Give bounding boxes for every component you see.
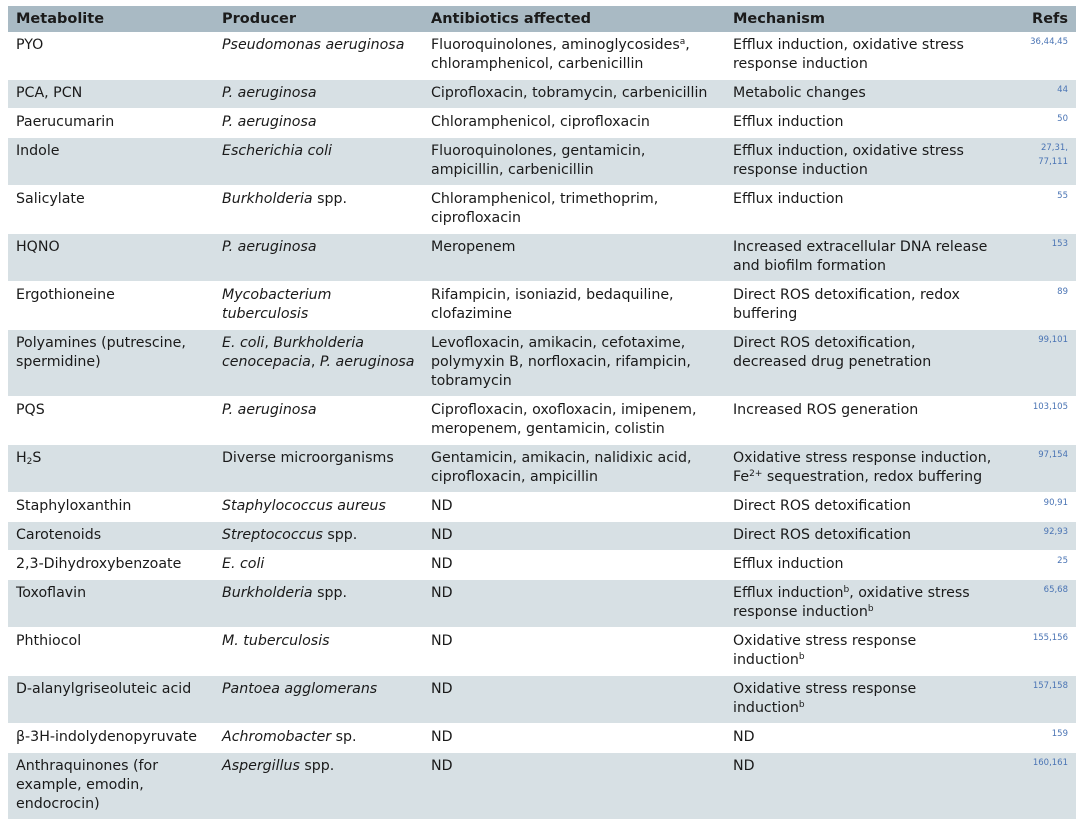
metabolite-cell: D-alanylgriseoluteic acid [8, 676, 214, 724]
table-header [8, 6, 1076, 32]
producer-cell [214, 551, 423, 580]
table-row [8, 330, 1076, 397]
producer-cell [214, 676, 423, 724]
text-part: Fluoroquinolones, aminoglycosides [431, 37, 680, 53]
producer-cell [214, 445, 423, 493]
table-row [8, 138, 1076, 186]
text-part: Meropenem [431, 239, 516, 255]
text-part: Diverse microorganisms [222, 450, 394, 466]
table-row [8, 628, 1076, 676]
refs-cell [1000, 330, 1076, 397]
table-row [8, 32, 1076, 80]
metabolite-cell: Carotenoids [8, 522, 214, 551]
producer-cell [214, 493, 423, 522]
text-part: Burkholderia cenocepacia [222, 335, 364, 370]
text-part: Efflux induction [733, 585, 844, 601]
text-part: Chloramphenicol, trimethoprim, ciprofloxacin [431, 191, 659, 226]
header-antibiotics: Antibiotics affected [423, 6, 725, 32]
metabolite-antibiotic-table [8, 6, 1076, 820]
text-part: S [32, 450, 42, 466]
mechanism-cell [725, 397, 1000, 445]
text-part: Efflux induction, oxidative stress response induction [733, 37, 964, 72]
producer-cell [214, 397, 423, 445]
antibiotics-cell [423, 330, 725, 397]
text-part: ND [431, 729, 453, 745]
producer-cell [214, 522, 423, 551]
text-part: spp. [322, 527, 358, 543]
text-part: Ciprofloxacin, oxofloxacin, imipenem, meropenem, gentamicin, colistin [431, 402, 697, 437]
text-part: Direct ROS detoxification, redox buffering [733, 287, 960, 322]
refs-cell [1000, 493, 1076, 522]
mechanism-cell [725, 522, 1000, 551]
refs-cell [1000, 109, 1076, 138]
metabolite-cell: Phthiocol [8, 628, 214, 676]
text-part: Direct ROS detoxification [733, 527, 912, 543]
text-part: ND [733, 758, 755, 774]
text-part: Efflux induction, oxidative stress response induction [733, 143, 964, 178]
producer-cell [214, 330, 423, 397]
text-part: Burkholderia [222, 585, 313, 601]
ref-link[interactable]: 89 [1057, 287, 1068, 297]
table-row [8, 282, 1076, 330]
subscript: 2 [26, 457, 33, 467]
text-part: sequestration, redox buffering [762, 469, 983, 485]
text-part: Efflux induction [733, 114, 844, 130]
metabolite-cell: β-3H-indolydenopyruvate [8, 724, 214, 753]
ref-link[interactable]: 92,93 [1043, 527, 1068, 537]
text-part: Pseudomonas aeruginosa [222, 37, 405, 53]
superscript: b [843, 585, 850, 595]
ref-link[interactable]: 155,156 [1032, 633, 1068, 643]
producer-cell [214, 80, 423, 109]
ref-link[interactable]: 97,154 [1038, 450, 1068, 460]
refs-cell [1000, 234, 1076, 282]
metabolite-cell: Ergothioneine [8, 282, 214, 330]
table-row [8, 493, 1076, 522]
text-part: Mycobacterium tuberculosis [222, 287, 332, 322]
producer-cell [214, 724, 423, 753]
text-part: E. coli [222, 556, 265, 572]
producer-cell [214, 32, 423, 80]
text-part: P. aeruginosa [222, 402, 317, 418]
text-part: ND [431, 758, 453, 774]
refs-cell [1000, 724, 1076, 753]
text-part: Efflux induction [733, 556, 844, 572]
ref-link[interactable]: 65,68 [1043, 585, 1068, 595]
text-part: , [264, 335, 274, 351]
superscript: a [679, 37, 686, 47]
ref-link[interactable]: 157,158 [1032, 681, 1068, 691]
refs-cell [1000, 676, 1076, 724]
mechanism-cell [725, 676, 1000, 724]
producer-cell [214, 580, 423, 628]
antibiotics-cell [423, 186, 725, 234]
table-body [8, 32, 1076, 820]
superscript: b [867, 604, 874, 614]
text-part: Gentamicin, amikacin, nalidixic acid, ciprofloxacin, ampicillin [431, 450, 692, 485]
text-part: ND [431, 681, 453, 697]
producer-cell [214, 753, 423, 820]
refs-cell [1000, 445, 1076, 493]
table-row [8, 580, 1076, 628]
superscript: b [798, 700, 805, 710]
metabolite-cell: PYO [8, 32, 214, 80]
table-row [8, 445, 1076, 493]
text-part: Direct ROS detoxification, decreased drug penetration [733, 335, 932, 370]
text-part: Oxidative stress response induction [733, 633, 917, 668]
ref-link[interactable]: 36,44,45 [1030, 37, 1068, 47]
table-row [8, 397, 1076, 445]
mechanism-cell [725, 109, 1000, 138]
mechanism-cell [725, 753, 1000, 820]
refs-cell [1000, 186, 1076, 234]
mechanism-cell [725, 330, 1000, 397]
metabolite-table-container [8, 6, 1076, 820]
metabolite-cell: Polyamines (putrescine, spermidine) [8, 330, 214, 397]
text-part: Escherichia coli [222, 143, 332, 159]
antibiotics-cell [423, 676, 725, 724]
antibiotics-cell [423, 628, 725, 676]
metabolite-cell: Paerucumarin [8, 109, 214, 138]
header-mechanism: Mechanism [725, 6, 1000, 32]
table-row [8, 676, 1076, 724]
refs-cell [1000, 397, 1076, 445]
text-part: Rifampicin, isoniazid, bedaquiline, clofazimine [431, 287, 674, 322]
text-part: , [310, 354, 320, 370]
mechanism-cell [725, 282, 1000, 330]
text-part: ND [431, 633, 453, 649]
producer-cell [214, 109, 423, 138]
text-part: Direct ROS detoxification [733, 498, 912, 514]
antibiotics-cell [423, 522, 725, 551]
text-part: Oxidative stress response induction [733, 681, 917, 716]
text-part: Metabolic changes [733, 85, 866, 101]
metabolite-cell: 2,3-Dihydroxybenzoate [8, 551, 214, 580]
antibiotics-cell [423, 551, 725, 580]
producer-cell [214, 282, 423, 330]
ref-link[interactable]: 159 [1051, 729, 1068, 739]
table-row [8, 234, 1076, 282]
ref-link[interactable]: 55 [1057, 191, 1068, 201]
text-part: Fluoroquinolones, gentamicin, ampicillin, carbenicillin [431, 143, 646, 178]
text-part: , chloramphenicol, carbenicillin [431, 37, 690, 72]
text-part: Streptococcus [222, 527, 323, 543]
antibiotics-cell [423, 80, 725, 109]
header-metabolite: Metabolite [8, 6, 214, 32]
antibiotics-cell [423, 724, 725, 753]
mechanism-cell [725, 445, 1000, 493]
text-part: ND [431, 585, 453, 601]
header-row [8, 6, 1076, 32]
antibiotics-cell [423, 580, 725, 628]
refs-cell [1000, 138, 1076, 186]
mechanism-cell [725, 628, 1000, 676]
text-part: ND [431, 498, 453, 514]
ref-link[interactable]: 160,161 [1032, 758, 1068, 768]
producer-cell [214, 186, 423, 234]
antibiotics-cell [423, 493, 725, 522]
antibiotics-cell [423, 282, 725, 330]
text-part: Ciprofloxacin, tobramycin, carbenicillin [431, 85, 708, 101]
ref-link[interactable]: 99,101 [1038, 335, 1068, 345]
metabolite-cell: PQS [8, 397, 214, 445]
ref-link[interactable]: 153 [1051, 239, 1068, 249]
header-refs: Refs [1000, 6, 1076, 32]
refs-cell [1000, 628, 1076, 676]
mechanism-cell [725, 724, 1000, 753]
table-row [8, 109, 1076, 138]
ref-link[interactable]: 27,31, [1040, 143, 1068, 153]
text-part: H [16, 450, 27, 466]
refs-cell [1000, 80, 1076, 109]
text-part: ND [431, 527, 453, 543]
text-part: Oxidative stress response induction, Fe [733, 450, 992, 485]
text-part: Pantoea agglomerans [222, 681, 378, 697]
metabolite-cell: Staphyloxanthin [8, 493, 214, 522]
refs-cell [1000, 551, 1076, 580]
table-row [8, 186, 1076, 234]
mechanism-cell [725, 138, 1000, 186]
metabolite-cell: Salicylate [8, 186, 214, 234]
producer-cell [214, 234, 423, 282]
table-row [8, 753, 1076, 820]
metabolite-cell: Indole [8, 138, 214, 186]
mechanism-cell [725, 493, 1000, 522]
refs-cell [1000, 580, 1076, 628]
ref-link[interactable]: 90,91 [1043, 498, 1068, 508]
antibiotics-cell [423, 397, 725, 445]
mechanism-cell [725, 186, 1000, 234]
superscript: 2+ [749, 469, 763, 479]
mechanism-cell [725, 80, 1000, 109]
text-part: spp. [312, 585, 348, 601]
ref-link[interactable]: 50 [1057, 114, 1068, 124]
ref-link[interactable]: 44 [1057, 85, 1068, 95]
text-part: spp. [299, 758, 335, 774]
text-part: E. coli [222, 335, 265, 351]
text-part: Staphylococcus aureus [222, 498, 386, 514]
text-part: Increased ROS generation [733, 402, 919, 418]
mechanism-cell [725, 580, 1000, 628]
text-part: , oxidative stress response induction [733, 585, 970, 620]
table-row [8, 724, 1076, 753]
metabolite-cell [8, 445, 214, 493]
text-part: Chloramphenicol, ciprofloxacin [431, 114, 650, 130]
refs-cell [1000, 522, 1076, 551]
text-part: Efflux induction [733, 191, 844, 207]
text-part: P. aeruginosa [222, 239, 317, 255]
producer-cell [214, 138, 423, 186]
table-row [8, 80, 1076, 109]
refs-cell [1000, 753, 1076, 820]
superscript: b [798, 652, 805, 662]
metabolite-cell: PCA, PCN [8, 80, 214, 109]
ref-link[interactable]: 103,105 [1032, 402, 1068, 412]
antibiotics-cell [423, 109, 725, 138]
refs-cell [1000, 32, 1076, 80]
antibiotics-cell [423, 445, 725, 493]
text-part: sp. [331, 729, 357, 745]
metabolite-cell: HQNO [8, 234, 214, 282]
text-part: Increased extracellular DNA release and biofilm formation [733, 239, 988, 274]
text-part: spp. [312, 191, 348, 207]
antibiotics-cell [423, 753, 725, 820]
ref-link[interactable]: 25 [1057, 556, 1068, 566]
table-row [8, 551, 1076, 580]
text-part: Achromobacter [222, 729, 332, 745]
mechanism-cell [725, 32, 1000, 80]
ref-link[interactable]: 77,111 [1038, 157, 1068, 167]
refs-cell [1000, 282, 1076, 330]
mechanism-cell [725, 234, 1000, 282]
mechanism-cell [725, 551, 1000, 580]
producer-cell [214, 628, 423, 676]
table-row [8, 522, 1076, 551]
metabolite-cell: Toxoflavin [8, 580, 214, 628]
text-part: Aspergillus [222, 758, 300, 774]
antibiotics-cell [423, 138, 725, 186]
antibiotics-cell [423, 32, 725, 80]
text-part: P. aeruginosa [319, 354, 415, 370]
header-producer: Producer [214, 6, 423, 32]
text-part: M. tuberculosis [222, 633, 330, 649]
antibiotics-cell [423, 234, 725, 282]
text-part: P. aeruginosa [222, 114, 317, 130]
text-part: Levofloxacin, amikacin, cefotaxime, polymyxin B, norfloxacin, rifampicin, tobramycin [431, 335, 691, 389]
text-part: P. aeruginosa [222, 85, 317, 101]
metabolite-cell: Anthraquinones (for example, emodin, endocrocin) [8, 753, 214, 820]
text-part: ND [733, 729, 755, 745]
text-part: ND [431, 556, 453, 572]
text-part: Burkholderia [222, 191, 313, 207]
